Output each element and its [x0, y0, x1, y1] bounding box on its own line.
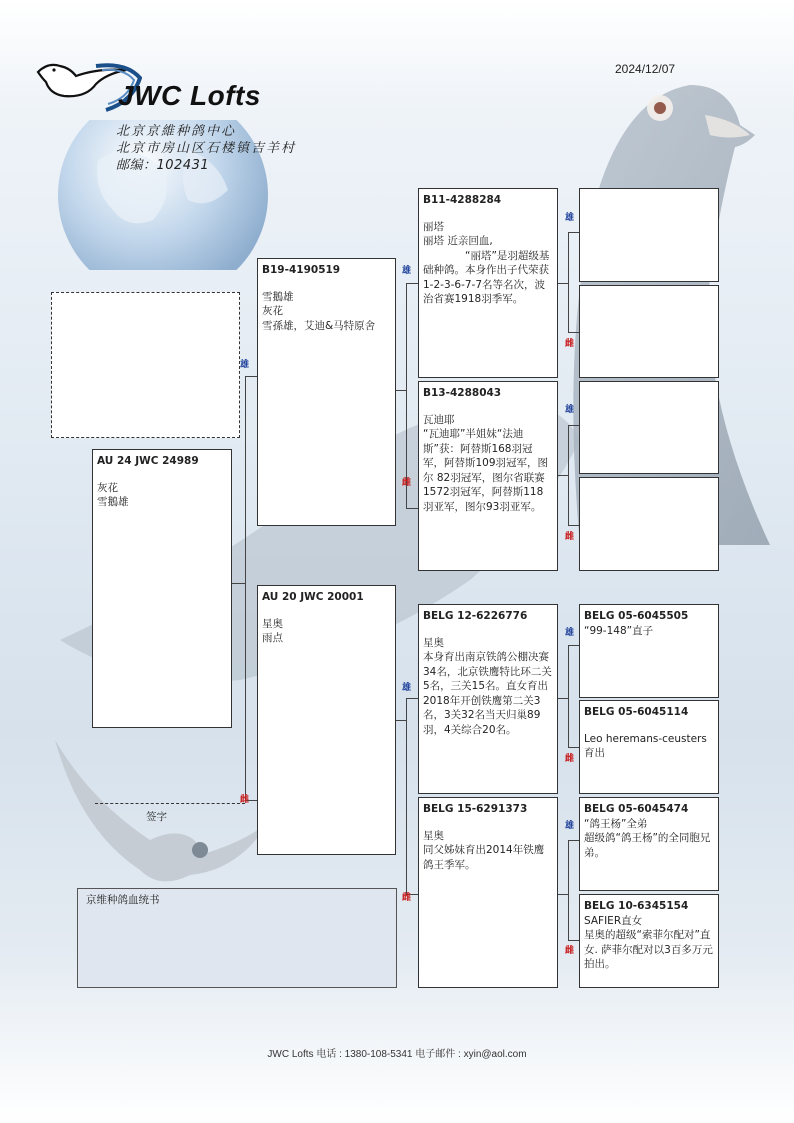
ring-number: BELG 12-6226776	[423, 610, 528, 622]
sex-male-marker: 雄	[565, 628, 575, 638]
certificate-notes-box[interactable]	[77, 888, 397, 988]
bird-description: “鸽王杨”全弟 超级鸽“鸽王杨”的全同胞兄弟。	[584, 817, 711, 859]
pedigree-great-grandparent-box[interactable]	[579, 477, 719, 571]
pedigree-great-grandparent-box[interactable]	[579, 188, 719, 282]
connector	[568, 940, 579, 941]
connector	[568, 232, 569, 332]
pedigree-sire-box[interactable]	[257, 258, 396, 526]
sex-male-marker: 雄	[402, 683, 412, 693]
postcode: 邮编：102431	[116, 158, 210, 173]
ring-number: AU 24 JWC 24989	[97, 455, 199, 467]
pedigree-great-grandparent-box[interactable]	[579, 894, 719, 988]
sex-female-marker: 雌	[402, 478, 412, 488]
ring-number: B19-4190519	[262, 264, 341, 276]
ring-number: BELG 10-6345154	[584, 900, 689, 912]
connector	[395, 390, 406, 391]
connector	[557, 698, 568, 699]
connector	[568, 747, 579, 748]
pedigree-great-grandparent-box[interactable]	[579, 700, 719, 794]
bird-description: 星奥 同父姊妹育出2014年铁鹰鸽王季军。	[423, 829, 545, 871]
connector	[557, 283, 568, 284]
bird-description: 瓦迪耶 “瓦迪耶”半姐妹“法迪斯”获：阿替斯168羽冠军，阿替斯109羽冠军，图尔 82羽冠军，图尔省联赛1572羽冠军，阿替斯118羽亚军，图尔93羽亚军。	[423, 413, 549, 513]
sex-female-marker: 雌	[565, 754, 575, 764]
bird-description: Leo heremans-ceusters 育出	[584, 732, 711, 759]
bird-description: SAFIER直女 星奥的超级“索菲尔配对”直女. 萨菲尔配对以3百多万元拍出。	[584, 914, 713, 970]
connector	[568, 425, 569, 525]
pedigree-great-grandparent-box[interactable]	[579, 797, 719, 891]
connector	[245, 376, 257, 377]
connector	[568, 645, 579, 646]
connector	[406, 508, 418, 509]
bird-description: “99-148”直子	[584, 624, 654, 637]
address-line-1: 北京京維种鸽中心	[116, 124, 237, 139]
pedigree-great-grandparent-box[interactable]	[579, 285, 719, 378]
connector	[568, 840, 569, 940]
pedigree-granddam-box[interactable]	[418, 797, 558, 988]
pedigree-great-grandparent-box[interactable]	[579, 381, 719, 474]
signature-line	[95, 803, 245, 804]
sex-male-marker: 雄	[565, 821, 575, 831]
certificate-title: 京维种鸽血统书	[86, 894, 160, 906]
connector	[395, 720, 406, 721]
address-line-2: 北京市房山区石楼镇吉羊村	[116, 141, 297, 156]
ring-number: B13-4288043	[423, 387, 502, 399]
date: 2024/12/07	[615, 62, 676, 76]
ring-number: BELG 15-6291373	[423, 803, 528, 815]
photo-frame[interactable]	[51, 292, 240, 438]
connector	[406, 283, 407, 508]
pedigree-great-grandparent-box[interactable]	[579, 604, 719, 698]
sex-female-marker: 雌	[565, 946, 575, 956]
connector	[406, 283, 418, 284]
signature-label: 签字	[146, 811, 167, 823]
sex-male-marker: 雄	[402, 266, 412, 276]
pedigree-granddam-box[interactable]	[418, 381, 558, 571]
sex-female-marker: 雌	[240, 795, 250, 805]
connector	[568, 645, 569, 747]
footer-contact: JWC Lofts 电话 : 1380-108-5341 电子邮件 : xyin@aol.com	[267, 1049, 527, 1060]
sex-female-marker: 雌	[565, 532, 575, 542]
connector	[568, 840, 579, 841]
bird-description: 星奥 本身育出南京铁鸽公棚决赛34名，北京铁鹰特比环二关5名，三关15名。直女育出2018年开创铁鹰第二关3名，3关32名当天归巢89羽，4关综合20名。	[423, 636, 552, 736]
connector	[245, 376, 246, 800]
connector	[406, 698, 407, 894]
bird-description: 丽塔 丽塔 近亲回血, “丽塔”是羽超级基础种鸽。本身作出子代荣获1-2-3-6-7-7名等名次，波治省赛1918羽季军。	[423, 220, 550, 305]
sex-female-marker: 雌	[565, 339, 575, 349]
connector	[406, 698, 418, 699]
pedigree-grandsire-box[interactable]	[418, 188, 558, 378]
connector	[568, 232, 579, 233]
ring-number: AU 20 JWC 20001	[262, 591, 364, 603]
bird-description: 雪鵝雄 灰花 雪孫雄，艾迪&马特原舍	[262, 290, 376, 332]
sex-male-marker: 雄	[240, 360, 250, 370]
ring-number: BELG 05-6045114	[584, 706, 689, 718]
ring-number: B11-4288284	[423, 194, 502, 206]
pedigree-grandsire-box[interactable]	[418, 604, 558, 794]
ring-number: BELG 05-6045505	[584, 610, 689, 622]
connector	[568, 332, 579, 333]
sex-female-marker: 雌	[402, 893, 412, 903]
sex-male-marker: 雄	[565, 213, 575, 223]
pedigree-dam-box[interactable]	[257, 585, 396, 855]
connector	[231, 583, 245, 584]
sex-male-marker: 雄	[565, 405, 575, 415]
bird-description: 灰花 雪鵝雄	[97, 481, 129, 508]
connector	[568, 525, 579, 526]
bird-description: 星奥 雨点	[262, 617, 283, 644]
connector	[557, 475, 568, 476]
brand-title: JWC Lofts	[118, 80, 261, 111]
connector	[557, 894, 568, 895]
ring-number: BELG 05-6045474	[584, 803, 689, 815]
pedigree-subject-box[interactable]	[92, 449, 232, 728]
connector	[568, 425, 579, 426]
